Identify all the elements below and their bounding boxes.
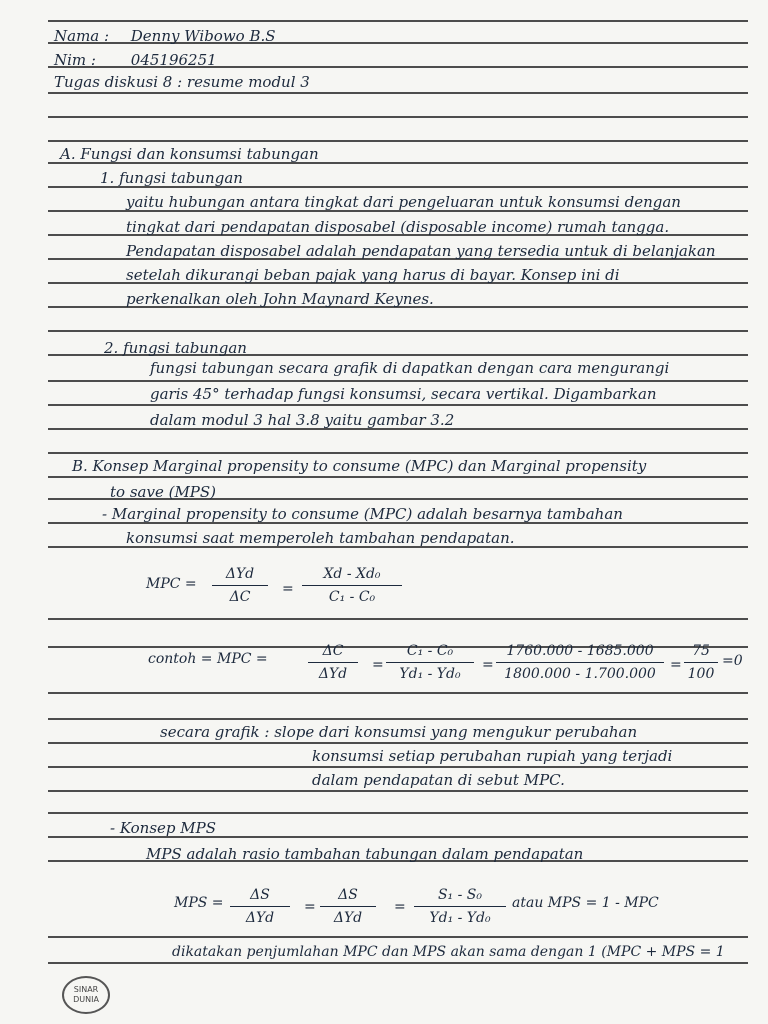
example-denominator: ΔYd	[318, 666, 348, 682]
example-tail: =0	[722, 653, 743, 669]
example-numerator: C₁ - C₀	[386, 642, 474, 663]
ruled-line	[48, 766, 748, 768]
item2-line: fungsi tabungan secara grafik di dapatkan dengan cara mengurangi	[150, 359, 670, 377]
mps-concept: - Konsep MPS	[110, 819, 217, 837]
ruled-line	[48, 790, 748, 792]
example-denominator: 1800.000 - 1.700.000	[504, 666, 656, 682]
task-title: Tugas diskusi 8 : resume modul 3	[54, 73, 310, 91]
ruled-line	[48, 618, 748, 620]
mpc-definition: konsumsi saat memperoleh tambahan pendapatan.	[126, 529, 515, 547]
mpc-numerator: ΔYd	[212, 565, 268, 586]
mpc-definition: - Marginal propensity to consume (MPC) adalah besarnya tambahan	[102, 505, 623, 523]
ruled-line	[48, 718, 748, 720]
logo-text-line2: DUNIA	[73, 995, 99, 1004]
item1-line: perkenalkan oleh John Maynard Keynes.	[126, 290, 434, 308]
example-fraction	[386, 642, 474, 683]
item2-line: garis 45° terhadap fungsi konsumsi, secara vertikal. Digambarkan	[150, 385, 657, 403]
equals-sign: =	[482, 657, 494, 673]
example-numerator: ΔC	[308, 642, 358, 663]
mps-denominator: ΔYd	[333, 910, 363, 926]
nim-label: Nim :	[54, 51, 96, 69]
example-fraction	[308, 642, 358, 683]
mps-denominator: Yd₁ - Yd₀	[429, 910, 491, 926]
example-denominator: Yd₁ - Yd₀	[399, 666, 461, 682]
equals-sign: =	[372, 657, 384, 673]
graphic-line: konsumsi setiap perubahan rupiah yang terjadi	[312, 747, 673, 765]
mpc-fraction	[302, 565, 402, 606]
equals-sign: =	[670, 657, 682, 673]
ruled-line	[48, 812, 748, 814]
example-numerator: 75	[684, 642, 718, 663]
ruled-line	[48, 742, 748, 744]
mpc-denominator: ΔC	[229, 589, 251, 605]
ruled-line	[48, 452, 748, 454]
ruled-line	[48, 330, 748, 332]
ruled-line	[48, 92, 748, 94]
ruled-line	[48, 692, 748, 694]
name-label: Nama :	[54, 27, 110, 45]
equals-sign: =	[282, 581, 294, 597]
example-label: contoh = MPC =	[148, 651, 268, 667]
section-a-heading: A. Fungsi dan konsumsi tabungan	[60, 145, 319, 163]
item1-line: tingkat dari pendapatan disposabel (disposable income) rumah tangga.	[126, 218, 670, 236]
ruled-line	[48, 20, 748, 22]
ruled-line	[48, 936, 748, 938]
mps-fraction	[320, 886, 376, 927]
item2-title: 2. fungsi tabungan	[104, 339, 247, 357]
mps-fraction	[230, 886, 290, 927]
section-b-heading: B. Konsep Marginal propensity to consume (MPC) dan Marginal propensity	[72, 457, 647, 475]
conclusion: dikatakan penjumlahan MPC dan MPS akan sama dengan 1 (MPC + MPS = 1	[172, 944, 725, 960]
logo-text-line1: SINAR	[73, 985, 99, 994]
mpc-numerator: Xd - Xd₀	[302, 565, 402, 586]
mpc-label: MPC =	[146, 576, 197, 592]
item2-line: dalam modul 3 hal 3.8 yaitu gambar 3.2	[150, 411, 455, 429]
mps-numerator: ΔS	[230, 886, 290, 907]
graphic-line: dalam pendapatan di sebut MPC.	[312, 771, 565, 789]
ruled-line	[48, 404, 748, 406]
nim-value: 045196251	[130, 51, 217, 69]
example-fraction	[496, 642, 664, 683]
mps-label: MPS =	[174, 895, 224, 911]
ruled-line	[48, 476, 748, 478]
mps-numerator: ΔS	[320, 886, 376, 907]
mps-numerator: S₁ - S₀	[414, 886, 506, 907]
example-numerator: 1760.000 - 1685.000	[496, 642, 664, 663]
ruled-line	[48, 116, 748, 118]
example-denominator: 100	[687, 666, 715, 682]
mpc-denominator: C₁ - C₀	[328, 589, 376, 605]
mps-denominator: ΔYd	[245, 910, 275, 926]
item1-line: yaitu hubungan antara tingkat dari pengeluaran untuk konsumsi dengan	[126, 193, 681, 211]
equals-sign: =	[304, 899, 316, 915]
example-fraction	[684, 642, 718, 683]
ruled-line	[48, 380, 748, 382]
graphic-line: secara grafik : slope dari konsumsi yang mengukur perubahan	[160, 723, 638, 741]
mpc-fraction	[212, 565, 268, 606]
mps-fraction	[414, 886, 506, 927]
item1-line: Pendapatan disposabel adalah pendapatan yang tersedia untuk di belanjakan	[126, 242, 716, 260]
section-b-heading-cont: to save (MPS)	[110, 483, 217, 501]
ruled-line	[48, 140, 748, 142]
mps-definition: MPS adalah rasio tambahan tabungan dalam pendapatan	[146, 845, 584, 863]
equals-sign: =	[394, 899, 406, 915]
ruled-line	[48, 962, 748, 964]
item1-title: 1. fungsi tabungan	[100, 169, 243, 187]
name-value: Denny Wibowo B.S	[130, 27, 276, 45]
sinar-dunia-logo	[62, 976, 110, 1014]
item1-line: setelah dikurangi beban pajak yang harus di bayar. Konsep ini di	[126, 266, 620, 284]
mps-alternative: atau MPS = 1 - MPC	[512, 895, 659, 911]
name-row	[54, 26, 276, 46]
nim-row	[54, 50, 217, 70]
